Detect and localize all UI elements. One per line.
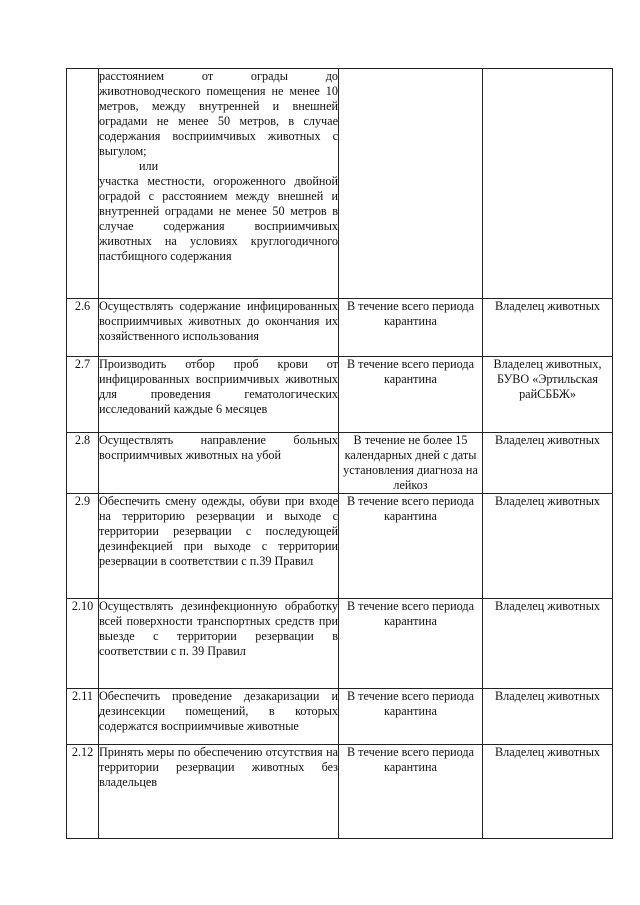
- table-row: [67, 494, 613, 599]
- action-cell: Производить отбор проб крови от инфицированных восприимчивых животных для проведения гематологических исследований каждые 6 месяцев: [99, 357, 339, 433]
- action-cell: Осуществлять дезинфекционную обработку всей поверхности транспортных средств при выезде с территории резервации в соответствии с п. 39 Правил: [99, 599, 339, 689]
- responsible-cell: Владелец животных, БУВО «Эртильская райСББЖ»: [483, 357, 613, 433]
- responsible-cell: Владелец животных: [483, 745, 613, 839]
- row-number: 2.11: [67, 689, 99, 745]
- term-cell: В течение не более 15 календарных дней с даты установления диагноза на лейкоз: [339, 433, 483, 494]
- action-cell: Осуществлять направление больных восприимчивых животных на убой: [99, 433, 339, 494]
- row-number: 2.8: [67, 433, 99, 494]
- action-cell: Осуществлять содержание инфицированных восприимчивых животных до окончания их хозяйственного использования: [99, 299, 339, 357]
- responsible-cell: Владелец животных: [483, 494, 613, 599]
- responsible-cell: Владелец животных: [483, 433, 613, 494]
- row-number: 2.6: [67, 299, 99, 357]
- table-row: [67, 745, 613, 839]
- term-cell: В течение всего периода карантина: [339, 494, 483, 599]
- action-cell: Принять меры по обеспечению отсутствия на территории резервации животных без владельцев: [99, 745, 339, 839]
- table-row: [67, 433, 613, 494]
- table-row: [67, 357, 613, 433]
- action-cell: Обеспечить смену одежды, обуви при входе на территорию резервации и выходе с территории резервации с последующей дезинфекцией при выходе с территории резервации в соответствии с п.39 Правил: [99, 494, 339, 599]
- responsible-cell: [483, 69, 613, 299]
- responsible-cell: Владелец животных: [483, 689, 613, 745]
- term-cell: В течение всего периода карантина: [339, 745, 483, 839]
- responsible-cell: Владелец животных: [483, 299, 613, 357]
- action-text-part1: расстоянием от ограды до животноводческого помещения не менее 10 метров, между внутренней и внешней оградами не менее 50 метров, в случае содержания восприимчивых животных с выгулом;: [99, 69, 338, 158]
- term-cell: В течение всего периода карантина: [339, 689, 483, 745]
- measures-table: [66, 68, 613, 839]
- term-cell: В течение всего периода карантина: [339, 299, 483, 357]
- table-row: [67, 599, 613, 689]
- row-number: 2.12: [67, 745, 99, 839]
- table-row: [67, 299, 613, 357]
- table-row: [67, 689, 613, 745]
- table-row: [67, 69, 613, 299]
- row-number: 2.9: [67, 494, 99, 599]
- action-cell: [99, 69, 339, 299]
- action-text-part2: участка местности, огороженного двойной оградой с расстоянием между внешней и внутренней оградами не менее 50 метров в случае содержания восприимчивых животных на условиях круглогодичного пастбищного содержания: [99, 174, 338, 263]
- row-number: 2.7: [67, 357, 99, 433]
- row-number: [67, 69, 99, 299]
- row-number: 2.10: [67, 599, 99, 689]
- term-cell: В течение всего периода карантина: [339, 599, 483, 689]
- term-cell: В течение всего периода карантина: [339, 357, 483, 433]
- action-cell: Обеспечить проведение дезакаризации и дезинсекции помещений, в которых содержатся восприимчивые животные: [99, 689, 339, 745]
- responsible-cell: Владелец животных: [483, 599, 613, 689]
- action-text-or: или: [139, 159, 159, 173]
- term-cell: [339, 69, 483, 299]
